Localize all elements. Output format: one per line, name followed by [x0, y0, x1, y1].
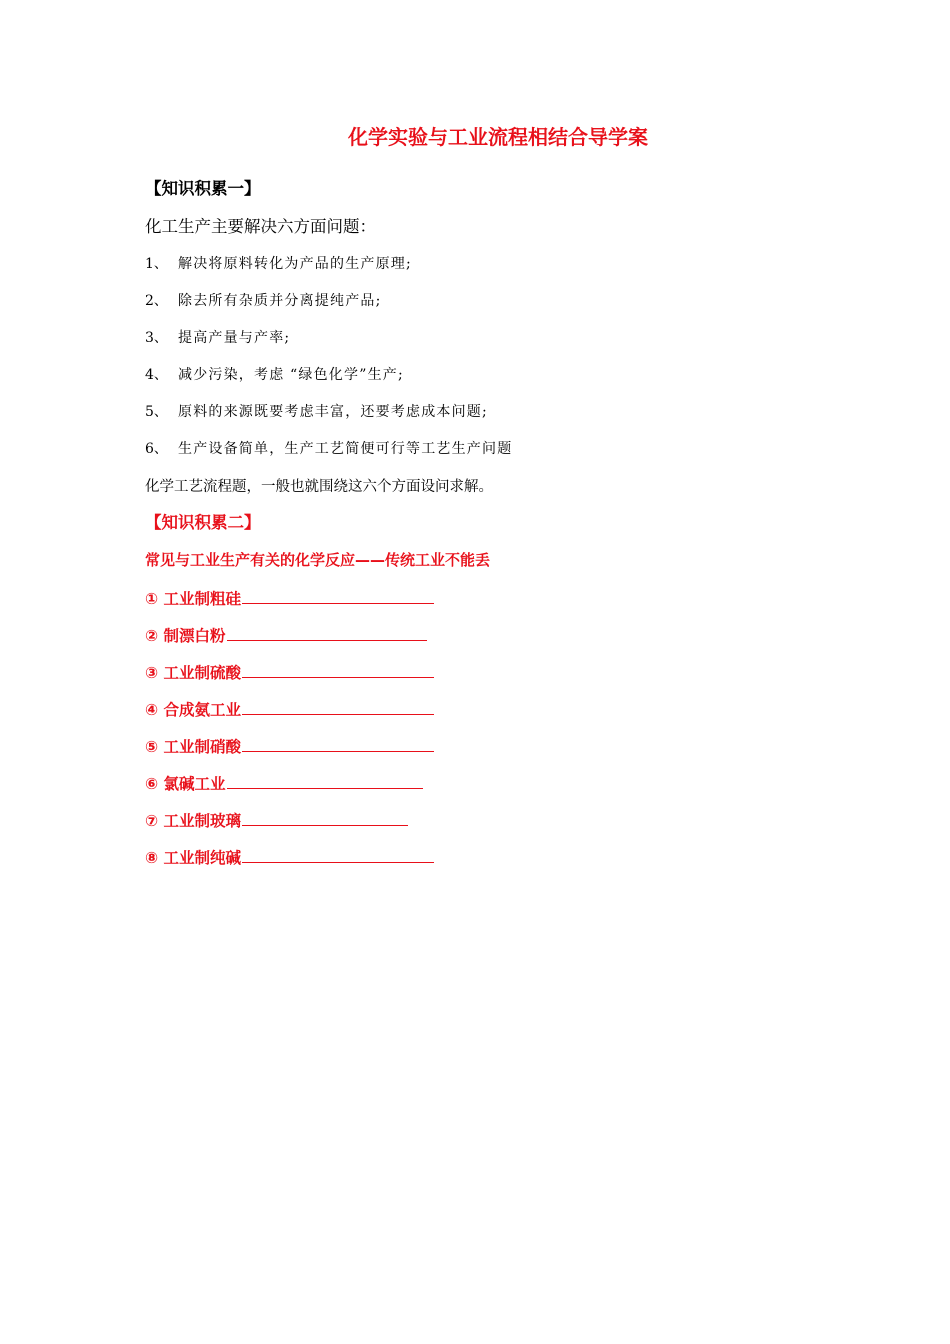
fill-in-label: ③ 工业制硫酸	[145, 664, 242, 682]
fill-in-item	[145, 660, 434, 684]
section1-intro: 化工生产主要解决六方面问题：	[145, 217, 376, 236]
section1-summary: 化学工艺流程题，一般也就围绕这六个方面设问求解。	[145, 479, 493, 495]
fill-in-item	[145, 845, 434, 869]
answer-blank[interactable]	[242, 660, 434, 678]
fill-in-label: ⑦ 工业制玻璃	[145, 812, 242, 830]
list-item-number: 6、	[145, 441, 168, 457]
answer-blank[interactable]	[242, 697, 434, 715]
list-item-text: 生产设备简单，生产工艺简便可行等工艺生产问题	[178, 441, 513, 457]
list-item	[145, 328, 290, 348]
fill-in-label: ② 制漂白粉	[145, 627, 226, 645]
section2-heading: 【知识积累二】	[145, 513, 261, 532]
list-item-text: 解决将原料转化为产品的生产原理;	[178, 256, 412, 272]
fill-in-label: ⑧ 工业制纯碱	[145, 849, 242, 867]
answer-blank[interactable]	[242, 808, 408, 826]
answer-blank[interactable]	[242, 734, 434, 752]
fill-in-item	[145, 771, 423, 795]
list-item	[145, 439, 512, 459]
list-item-number: 4、	[145, 367, 168, 383]
page-title: 化学实验与工业流程相结合导学案	[348, 125, 648, 149]
answer-blank[interactable]	[242, 845, 434, 863]
fill-in-item	[145, 808, 408, 832]
list-item	[145, 291, 382, 311]
list-item-number: 5、	[145, 404, 168, 420]
fill-in-label: ① 工业制粗硅	[145, 590, 242, 608]
list-item-text: 原料的来源既要考虑丰富，还要考虑成本问题;	[178, 404, 488, 420]
fill-in-label: ⑥ 氯碱工业	[145, 775, 226, 793]
list-item	[145, 402, 488, 422]
list-item-text: 除去所有杂质并分离提纯产品;	[178, 293, 382, 309]
answer-blank[interactable]	[227, 771, 423, 789]
fill-in-item	[145, 734, 434, 758]
list-item-number: 2、	[145, 293, 168, 309]
answer-blank[interactable]	[227, 623, 427, 641]
fill-in-label: ⑤ 工业制硝酸	[145, 738, 242, 756]
section1-heading: 【知识积累一】	[145, 179, 261, 198]
section2-subheading: 常见与工业生产有关的化学反应——传统工业不能丢	[145, 551, 491, 569]
list-item	[145, 254, 412, 274]
fill-in-item	[145, 623, 427, 647]
list-item	[145, 365, 404, 385]
fill-in-item	[145, 586, 434, 610]
list-item-text: 减少污染，考虑 “绿色化学”生产;	[178, 367, 404, 383]
fill-in-label: ④ 合成氨工业	[145, 701, 242, 719]
list-item-number: 3、	[145, 330, 168, 346]
fill-in-item	[145, 697, 434, 721]
list-item-text: 提高产量与产率;	[178, 330, 291, 346]
list-item-number: 1、	[145, 256, 168, 272]
answer-blank[interactable]	[242, 586, 434, 604]
